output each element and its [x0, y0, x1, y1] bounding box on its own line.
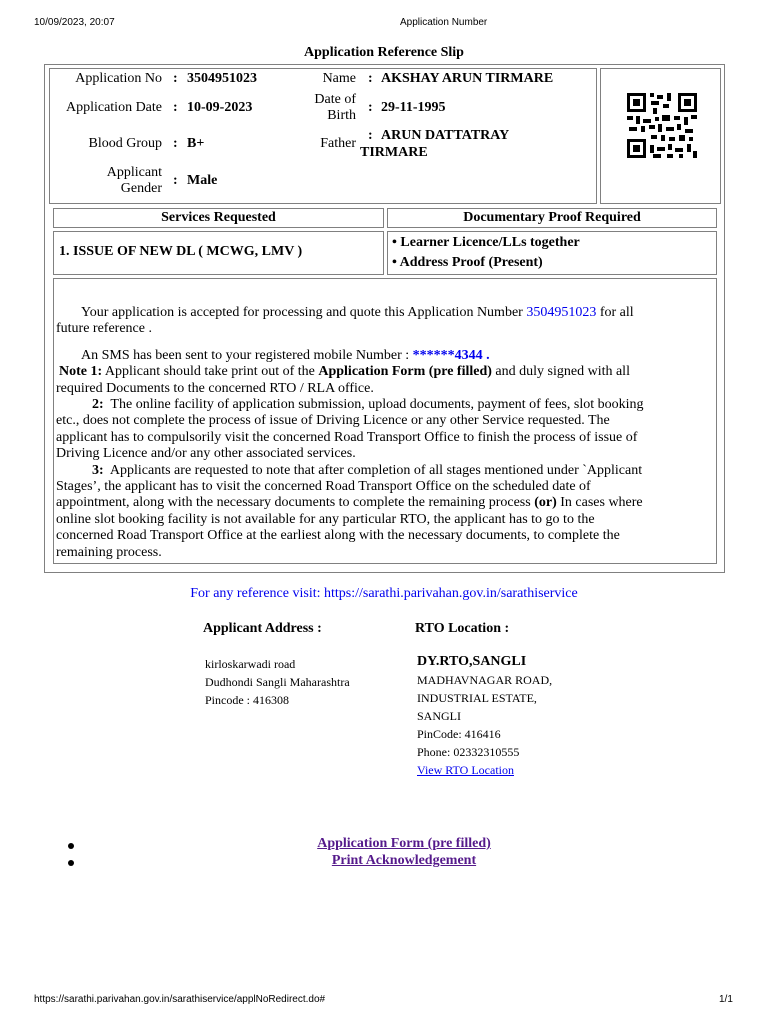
application-no-label: Application No — [75, 71, 162, 86]
application-form-link[interactable]: Application Form (pre filled) — [317, 836, 491, 851]
note-3-text: In cases where — [560, 495, 643, 511]
colon: : — [368, 71, 373, 86]
service-item: 1. ISSUE OF NEW DL ( MCWG, LMV ) — [59, 244, 303, 259]
note-3-line: Applicants are requested to note that after completion of all stages mentioned under `Applicant — [109, 462, 643, 478]
reference-link[interactable]: For any reference visit: https://sarathi.parivahan.gov.in/sarathiservice — [190, 586, 578, 601]
note-2-line: The online facility of application submission, upload documents, payment of fees, slot booking — [110, 397, 644, 413]
view-rto-location-link[interactable]: View RTO Location — [417, 763, 514, 777]
note-2-line: applicant has to compulsorily visit the concerned Road Transport Office to finish the process of issue of — [56, 429, 638, 445]
note-1-bold: Application Form (pre filled) — [318, 364, 492, 380]
note-2 — [56, 397, 716, 413]
application-no-value: 3504951023 — [187, 71, 257, 86]
gender-value: Male — [187, 173, 218, 188]
slip-title: Application Reference Slip — [304, 45, 464, 60]
application-date-value: 10-09-2023 — [187, 100, 253, 115]
qr-code-icon — [627, 93, 697, 158]
application-number-highlight: 3504951023 — [526, 305, 597, 320]
dob-value: 29-11-1995 — [381, 100, 446, 115]
note-3-line: online slot booking facility is not available for any particular RTO, the applicant has to go to the — [56, 511, 595, 527]
rto-location-heading: RTO Location : — [415, 621, 510, 636]
colon: : — [368, 100, 373, 115]
note-1-text: Applicant should take print out of the — [104, 364, 315, 380]
colon: : — [173, 71, 178, 86]
note-3-text: appointment, along with the necessary documents to complete the remaining process — [56, 495, 531, 511]
sms-text: An SMS has been sent to your registered mobile Number : — [81, 347, 410, 363]
blood-group-label: Blood Group — [88, 136, 162, 151]
note-3 — [56, 463, 716, 479]
father-value-line2: TIRMARE — [360, 145, 428, 160]
gender-label-line2: Gender — [120, 181, 162, 196]
notes-p1-text-b: for all — [599, 305, 634, 320]
notes-text — [56, 305, 716, 561]
rto-name: DY.RTO,SANGLI — [417, 654, 527, 669]
applicant-address — [205, 655, 350, 709]
father-value-line1: ARUN DATTATRAY — [381, 128, 510, 143]
print-url: https://sarathi.parivahan.gov.in/sarathiservice/applNoRedirect.do# — [34, 994, 326, 1005]
name-label: Name — [322, 71, 356, 86]
note-1-text-b: and duly signed with all — [495, 364, 630, 380]
rto-phone: Phone: 02332310555 — [417, 745, 520, 759]
note-3-line — [56, 495, 716, 511]
proof-item: • Learner Licence/LLs together — [392, 235, 580, 250]
sms-line — [56, 348, 716, 364]
application-date-label: Application Date — [65, 100, 162, 115]
note-3-or: (or) — [534, 495, 557, 511]
rto-address-line: INDUSTRIAL ESTATE, — [417, 691, 537, 705]
notes-p1-text-c: future reference . — [56, 321, 152, 337]
address-line: Pincode : 416308 — [205, 693, 289, 707]
blood-group-value: B+ — [187, 136, 205, 151]
proof-item: • Address Proof (Present) — [392, 255, 543, 270]
address-line: Dudhondi Sangli Maharashtra — [205, 675, 350, 689]
name-value: AKSHAY ARUN TIRMARE — [381, 71, 554, 86]
services-requested-header: Services Requested — [161, 210, 276, 225]
dob-label — [270, 92, 356, 124]
dob-label-line2: Birth — [327, 108, 356, 123]
print-datetime: 10/09/2023, 20:07 — [34, 17, 115, 28]
applicant-address-heading: Applicant Address : — [203, 621, 322, 636]
rto-address-line: SANGLI — [417, 709, 461, 723]
note-3-line: remaining process. — [56, 544, 162, 560]
rto-address — [417, 671, 552, 779]
notes-p1-text: Your application is accepted for processing and quote this Application Number — [81, 305, 523, 320]
address-line: kirloskarwadi road — [205, 657, 296, 671]
gender-label-line1: Applicant — [106, 165, 162, 180]
print-page-count: 1/1 — [719, 994, 733, 1005]
note-2-label: 2: — [92, 397, 104, 413]
note-1-label: Note 1: — [59, 364, 103, 380]
colon: : — [173, 173, 178, 188]
note-3-line: concerned Road Transport Office at the earliest along with the necessary documents, to complete the — [56, 528, 620, 544]
note-2-line: Driving Licence and/or any other associated services. — [56, 446, 356, 462]
print-acknowledgement-link[interactable]: Print Acknowledgement — [331, 853, 477, 868]
masked-mobile-number: ******4344 . — [412, 347, 490, 363]
colon: : — [173, 136, 178, 151]
gender-label — [50, 165, 162, 197]
rto-pincode: PinCode: 416416 — [417, 727, 501, 741]
notes-paragraph-1 — [56, 305, 716, 321]
note-2-line: etc., does not complete the process of issue of Driving Licence or any other Service requested. The — [56, 413, 610, 429]
print-page-title: Application Number — [400, 17, 488, 28]
note-1-text-c: required Documents to the concerned RTO / RLA office. — [56, 380, 374, 396]
father-label: Father — [320, 136, 356, 151]
documentary-proof-header: Documentary Proof Required — [463, 210, 641, 225]
colon: : — [368, 128, 373, 143]
note-3-line: Stages’, the applicant has to visit the concerned Road Transport Office on the scheduled date of — [56, 479, 591, 495]
colon: : — [173, 100, 178, 115]
dob-label-line1: Date of — [314, 92, 356, 107]
rto-address-line: MADHAVNAGAR ROAD, — [417, 673, 553, 687]
note-3-label: 3: — [92, 462, 104, 478]
note-1 — [56, 364, 716, 380]
